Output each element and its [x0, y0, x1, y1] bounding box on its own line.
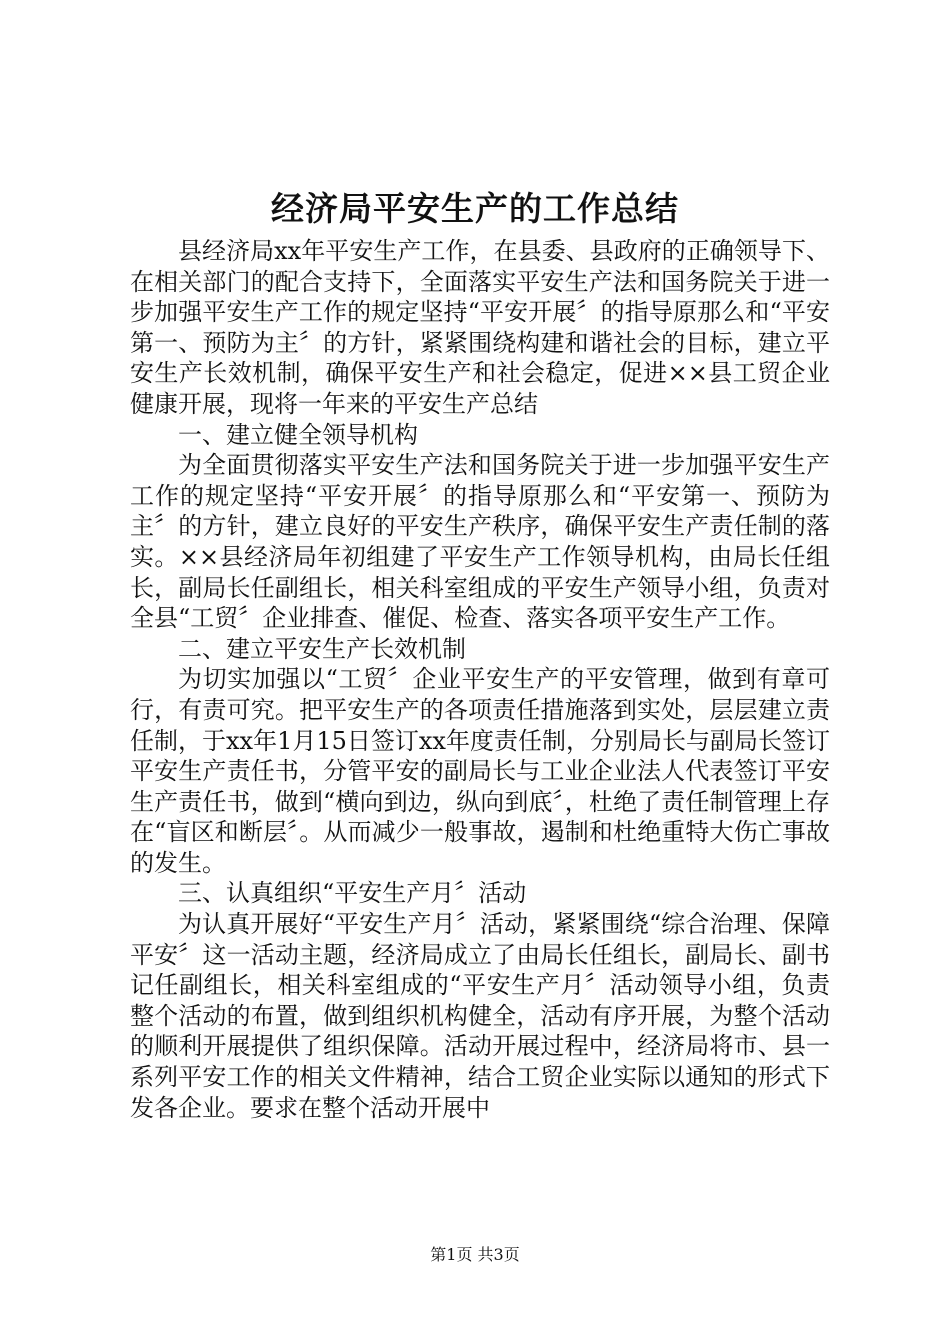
- section-paragraph-3: 为认真开展好“平安生产月〞活动，紧紧围绕“综合治理、保障平安〞这一活动主题，经济局成立了由局长任组长，副局长、副书记任副组长，相关科室组成的“平安生产月〞活动领导小组，负责整个活动的布置，做到组织机构健全，活动有序开展，为整个活动的顺利开展提供了组织保障。活动开展过程中，经济局将市、县一系列平安工作的相关文件精神，结合工贸企业实际以通知的形式下发各企业。要求在整个活动开展中: [130, 910, 830, 1122]
- section-heading-2: 二、建立平安生产长效机制: [178, 634, 466, 663]
- section-paragraph-2: 为切实加强以“工贸〞企业平安生产的平安管理，做到有章可行，有责可究。把平安生产的各项责任措施落到实处，层层建立责任制，于xx年1月15日签订xx年度责任制，分别局长与副局长签订平安生产责任书，分管平安的副局长与工业企业法人代表签订平安生产责任书，做到“横向到边，纵向到底〞，杜绝了责任制管理上存在“盲区和断层〞。从而减少一般事故，遏制和杜绝重特大伤亡事故的发生。: [130, 665, 830, 877]
- page-footer: 第1页 共3页: [430, 1245, 520, 1264]
- section-heading-3: 三、认真组织“平安生产月〞活动: [178, 879, 527, 908]
- document-title: 经济局平安生产的工作总结: [271, 189, 679, 228]
- section-paragraph-1: 为全面贯彻落实平安生产法和国务院关于进一步加强平安生产工作的规定坚持“平安开展〞的指导原那么和“平安第一、预防为主〞的方针，建立良好的平安生产秩序，确保平安生产责任制的落实。××县经济局年初组建了平安生产工作领导机构，由局长任组长，副局长任副组长，相关科室组成的平安生产领导小组，负责对全县“工贸〞企业排查、催促、检查、落实各项平安生产工作。: [130, 451, 830, 633]
- document-body: [130, 236, 830, 1123]
- section-heading-1: 一、建立健全领导机构: [178, 420, 418, 449]
- intro-paragraph: 县经济局xx年平安生产工作，在县委、县政府的正确领导下、在相关部门的配合支持下，全面落实平安生产法和国务院关于进一步加强平安生产工作的规定坚持“平安开展〞的指导原那么和“平安第一、预防为主〞的方针，紧紧围绕构建和谐社会的目标，建立平安生产长效机制，确保平安生产和社会稳定，促进××县工贸企业健康开展，现将一年来的平安生产总结: [130, 237, 830, 418]
